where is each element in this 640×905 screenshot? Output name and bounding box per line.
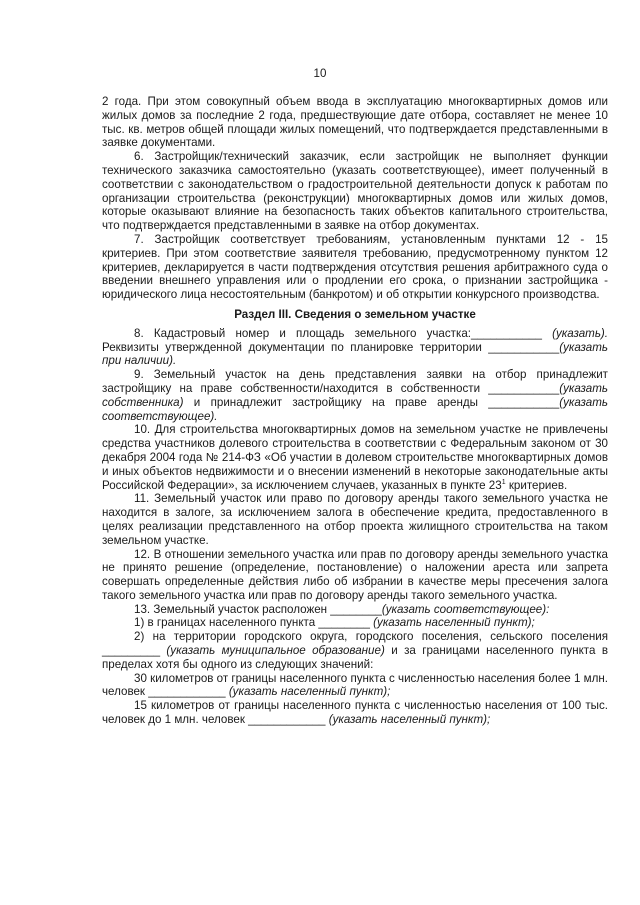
paragraph-13-item-2: 2) на территории городского округа, городского поселения, сельского поселения _________ (указать муниципальное образование) и за границами населенного пункта в пределах хотя бы одного из следующих значений: [102,630,608,671]
paragraph-7: 7. Застройщик соответствует требованиям, установленным пунктами 12 - 15 критериев. При этом соответствие заявителя требованию, предусмотренному пунктом 12 критериев, декларируется в части подтверждения отсутствия решения арбитражного суда о введении внешнего управления или о продлении его срока, о признании застройщика - юридического лица несостоятельным (банкротом) и об открытии конкурсного производства. [102,232,608,302]
paragraph-13-distance-30km: 30 километров от границы населенного пункта с численностью населения более 1 млн. человек ____________ (указать населенный пункт); [102,671,608,699]
paragraph-10: 10. Для строительства многоквартирных домов на земельном участке не привлечены средства участников долевого строительства в соответствии с Федеральным законом от 30 декабря 2004 года № 214-ФЗ «Об участии в долевом строительстве многоквартирных домов и иных объектов недвижимости и о внесении изменений в некоторые законодательные акты Российской Федерации», за исключением случаев, указанных в пункте $23^1$ критериев. [102,423,608,492]
paragraph-13: 13. Земельный участок расположен ________(указать соответствующее): [134,602,550,616]
paragraph-9: 9. Земельный участок на день представления заявки на отбор принадлежит застройщику на праве собственности/находится в собственности ___________(указать собственника) и принадлежит застройщику на праве аренды ___________(указать соответствующее). [102,368,608,423]
section-title: Раздел III. Сведения о земельном участке [234,307,476,321]
paragraph-12: 12. В отношении земельного участка или прав по договору аренды земельного участка не принято решение (определение, постановление) о наложении ареста или запрета совершать определенные действия либо об избрании в качестве меры пресечения залога такого земельного участка или прав по договору аренды такого земельного участка. [102,547,608,602]
paragraph-13-distance-15km: 15 километров от границы населенного пункта с численностью населения от 100 тыс. человек до 1 млн. человек ____________ (указать населенный пункт); [102,699,608,727]
document-body [102,95,608,727]
paragraph-13-item-1: 1) в границах населенного пункта ________ (указать населенный пункт); [134,616,535,630]
paragraph-11: 11. Земельный участок или право по договору аренды такого земельного участка не находится в залоге, за исключением залога в обеспечение кредита, предоставленного в целях реализации представленного на отбор проекта жилищного строительства на таком земельном участке. [102,492,608,547]
paragraph-8: 8. Кадастровый номер и площадь земельного участка:___________ (указать). Реквизиты утвержденной документации по планировке территории ___________(указать при наличии). [102,326,608,368]
page-number: 10 [313,67,327,80]
paragraph-continuation: 2 года. При этом совокупный объем ввода в эксплуатацию многоквартирных домов или жилых домов за последние 2 года, предшествующие дате отбора, составляет не менее 10 тыс. кв. метров общей площади жилых помещений, что подтверждается представленными в заявке документами. [102,95,608,150]
paragraph-6: 6. Застройщик/технический заказчик, если застройщик не выполняет функции технического заказчика самостоятельно (указать соответствующее), имеет полученный в соответствии с законодательством о градостроительной деятельности допуск к работам по организации строительства (реконструкции) многоквартирных домов или жилых домов, которые оказывают влияние на безопасность таких объектов капитального строительства, что подтверждается представленными в заявке на отбор документах. [102,150,608,233]
